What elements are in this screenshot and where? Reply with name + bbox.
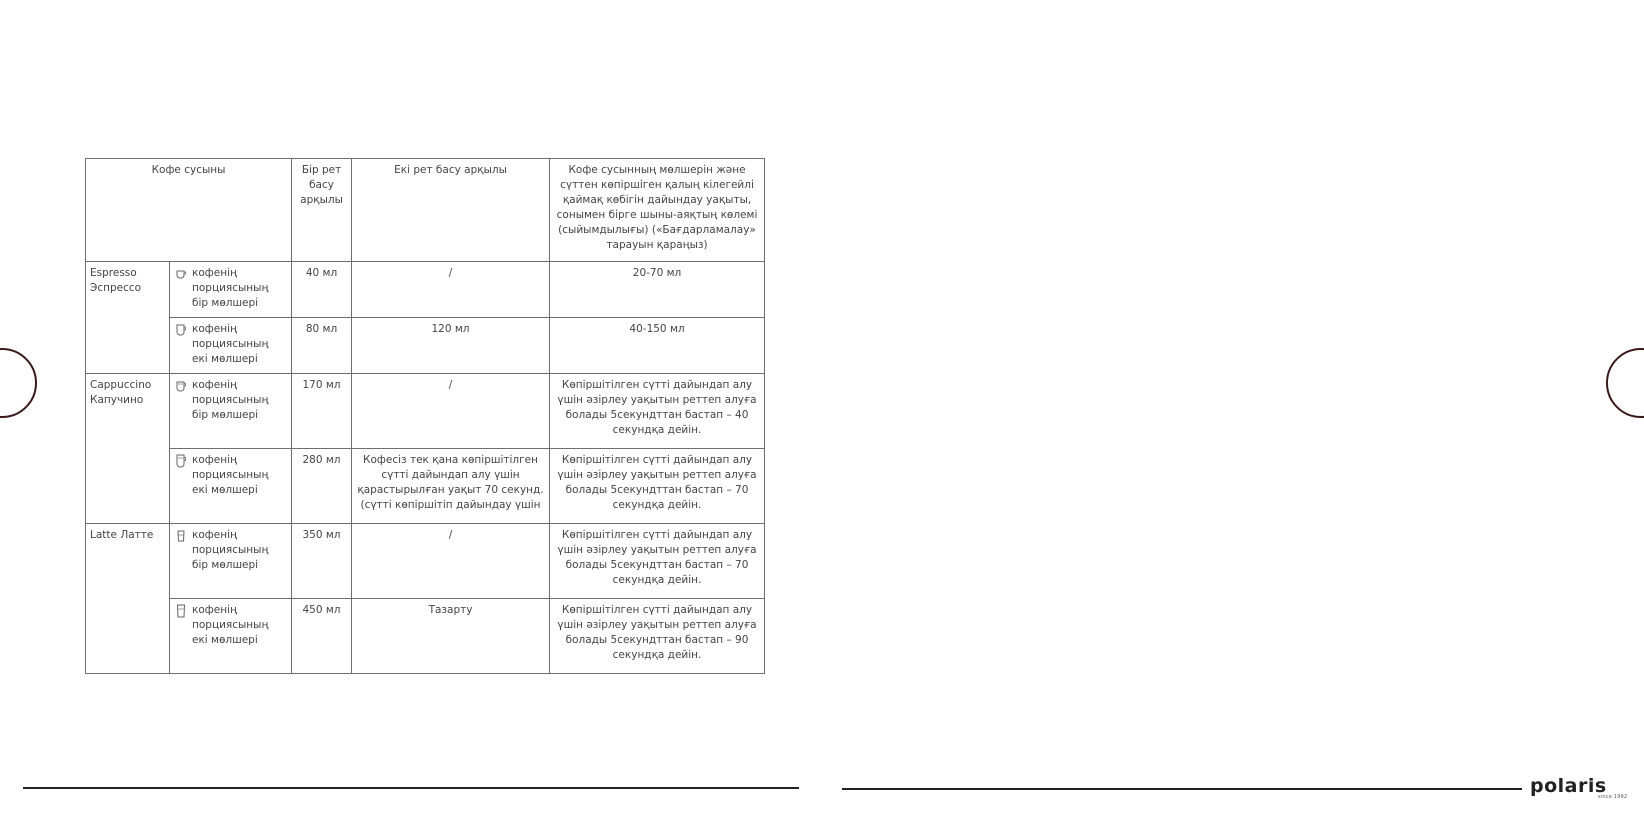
table-row bbox=[86, 318, 765, 374]
polaris-logo: polaris bbox=[1530, 775, 1607, 797]
latte-glass-icon bbox=[174, 529, 188, 543]
left-bleed-circle bbox=[0, 348, 37, 418]
double-press-value: / bbox=[352, 374, 550, 449]
volume-cell bbox=[170, 599, 292, 674]
drink-cappuccino: Cappuccino Капучино bbox=[86, 374, 170, 524]
drink-latte: Latte Латте bbox=[86, 524, 170, 674]
table-row bbox=[86, 262, 765, 318]
single-press-value: 350 мл bbox=[292, 524, 352, 599]
coffee-table bbox=[85, 158, 765, 674]
volume-label: кофенің порциясының бір мөлшері bbox=[192, 529, 269, 571]
latte-mug-icon bbox=[174, 604, 188, 618]
volume-label: кофенің порциясының бір мөлшері bbox=[192, 379, 269, 421]
single-press-value: 280 мл bbox=[292, 449, 352, 524]
right-footer-rule bbox=[842, 788, 1522, 790]
volume-cell bbox=[170, 262, 292, 318]
header-double-press: Екі рет басу арқылы bbox=[352, 159, 550, 262]
table-row bbox=[86, 599, 765, 674]
volume-cell bbox=[170, 449, 292, 524]
program-value: Көпіршітілген сүтті дайындап алу үшін әзірлеу уақытын реттеп алуға болады 5секундттан бастап – 90 секундқа дейін. bbox=[550, 599, 765, 674]
header-programming: Кофе сусынның мөлшерін және сүттен көпіршіген қалың кілегейлі қаймақ көбігін дайындау уақыты, сонымен бірге шыны-аяқтың көлемі (сыйымдылығы) («Бағдарламалау» тарауын қараңыз) bbox=[550, 159, 765, 262]
program-value: Көпіршітілген сүтті дайындап алу үшін әзірлеу уақытын реттеп алуға болады 5секундттан бастап – 70 секундқа дейін. bbox=[550, 524, 765, 599]
double-press-value: Кофесіз тек қана көпіршітілген сүтті дайындап алу үшін қарастырылған уақыт 70 секунд. (сүтті көпіршітіп дайындау үшін bbox=[352, 449, 550, 524]
volume-cell bbox=[170, 318, 292, 374]
volume-label: кофенің порциясының екі мөлшері bbox=[192, 454, 269, 496]
cappuccino-cup-icon bbox=[174, 379, 188, 393]
double-press-value: / bbox=[352, 262, 550, 318]
header-single-press: Бір рет басу арқылы bbox=[292, 159, 352, 262]
volume-label: кофенің порциясының екі мөлшері bbox=[192, 323, 269, 365]
program-value: 40-150 мл bbox=[550, 318, 765, 374]
volume-label: кофенің порциясының екі мөлшері bbox=[192, 604, 269, 646]
double-press-value: / bbox=[352, 524, 550, 599]
program-value: Көпіршітілген сүтті дайындап алу үшін әзірлеу уақытын реттеп алуға болады 5секундттан бастап – 40 секундқа дейін. bbox=[550, 374, 765, 449]
single-press-value: 170 мл bbox=[292, 374, 352, 449]
single-press-value: 80 мл bbox=[292, 318, 352, 374]
volume-label: кофенің порциясының бір мөлшері bbox=[192, 267, 269, 309]
cappuccino-mug-icon bbox=[174, 454, 188, 468]
small-cup-icon bbox=[174, 267, 188, 281]
volume-cell bbox=[170, 524, 292, 599]
program-value: 20-70 мл bbox=[550, 262, 765, 318]
double-press-value: 120 мл bbox=[352, 318, 550, 374]
table-row bbox=[86, 524, 765, 599]
left-footer-rule bbox=[23, 787, 799, 789]
program-value: Көпіршітілген сүтті дайындап алу үшін әзірлеу уақытын реттеп алуға болады 5секундттан бастап – 70 секундқа дейін. bbox=[550, 449, 765, 524]
table-row bbox=[86, 449, 765, 524]
right-bleed-circle bbox=[1606, 348, 1644, 418]
table-row bbox=[86, 374, 765, 449]
double-cup-icon bbox=[174, 323, 188, 337]
drink-espresso: Espresso Эспрессо bbox=[86, 262, 170, 374]
table-header-row bbox=[86, 159, 765, 262]
volume-cell bbox=[170, 374, 292, 449]
single-press-value: 40 мл bbox=[292, 262, 352, 318]
double-press-value: Тазарту bbox=[352, 599, 550, 674]
single-press-value: 450 мл bbox=[292, 599, 352, 674]
logo-tagline: since 1992 bbox=[1598, 794, 1628, 800]
header-drink: Кофе сусыны bbox=[86, 159, 292, 262]
